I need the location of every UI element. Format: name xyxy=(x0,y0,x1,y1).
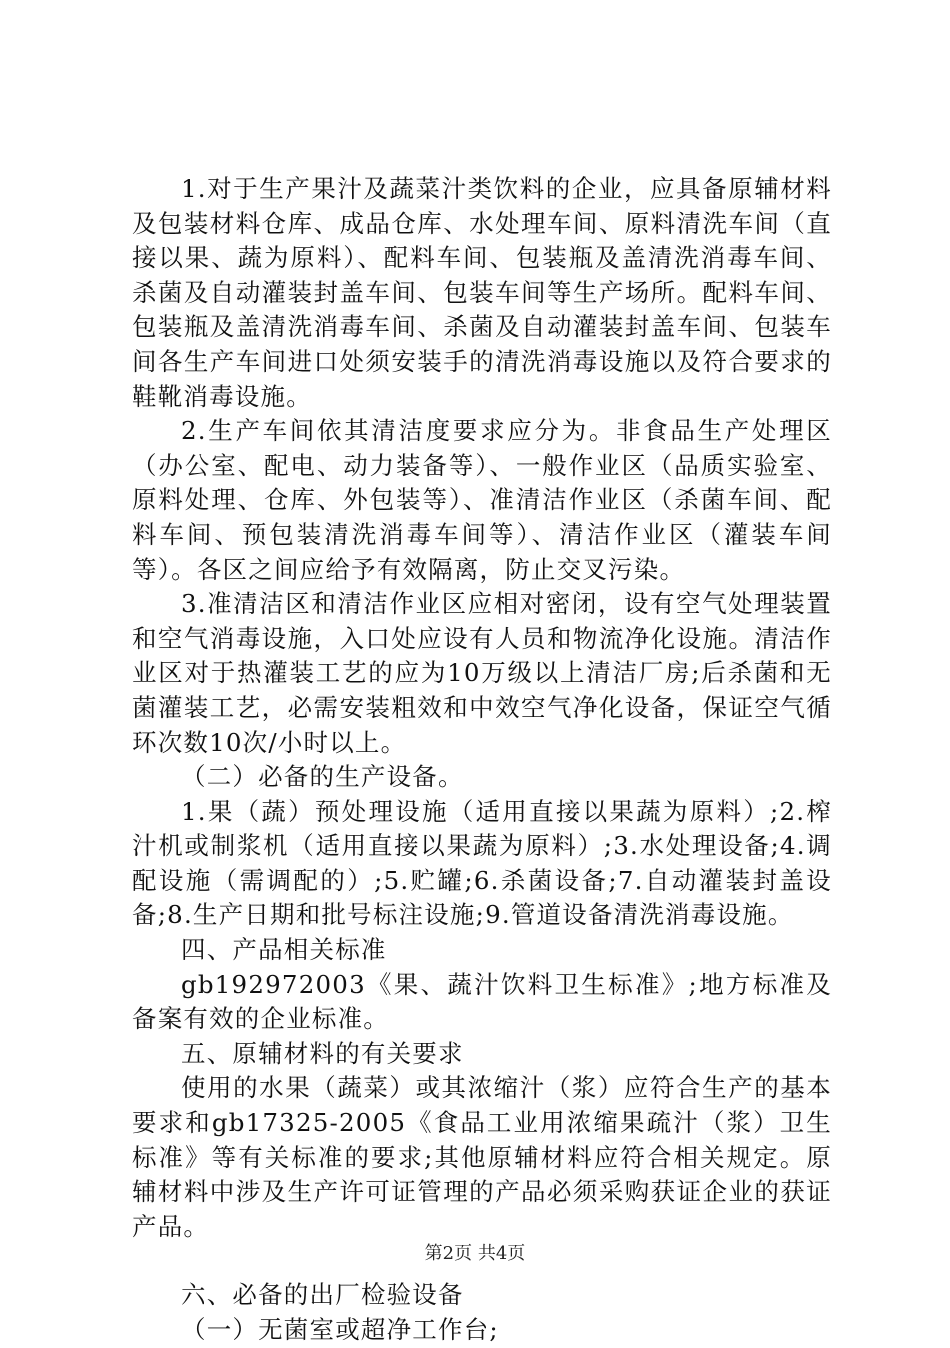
heading-raw-materials: 五、原辅材料的有关要求 xyxy=(181,1038,464,1068)
document-body xyxy=(132,172,832,1348)
paragraph-standards: gb192972003《果、蔬汁饮料卫生标准》;地方标准及备案有效的企业标准。 xyxy=(132,969,832,1034)
paragraph-sterile-room: （一）无菌室或超净工作台; xyxy=(181,1315,499,1344)
paragraph-air-purification: 3.准清洁区和清洁作业区应相对密闭，设有空气处理装置和空气消毒设施，入口处应设有人员和物流净化设施。清洁作业区对于热灌装工艺的应为10万级以上清洁厂房;后杀菌和无菌灌装工艺，必需安装粗效和中效空气净化设备，保证空气循环次数10次/小时以上。 xyxy=(132,589,832,757)
heading-product-standards: 四、产品相关标准 xyxy=(181,935,387,965)
paragraph-workshop-requirements: 1.对于生产果汁及蔬菜汁类饮料的企业，应具备原辅材料及包装材料仓库、成品仓库、水处理车间、原料清洗车间（直接以果、蔬为原料）、配料车间、包装瓶及盖清洗消毒车间、杀菌及自动灌装封盖车间、包装车间等生产场所。配料车间、包装瓶及盖清洗消毒车间、杀菌及自动灌装封盖车间、包装车间各生产车间进口处须安装手的清洗消毒设施以及符合要求的鞋靴消毒设施。 xyxy=(132,174,832,411)
paragraph-raw-materials: 使用的水果（蔬菜）或其浓缩汁（浆）应符合生产的基本要求和gb17325-2005《食品工业用浓缩果疏汁（浆）卫生标准》等有关标准的要求;其他原辅材料应符合相关规定。原辅材料中涉及生产许可证管理的产品必须采购获证企业的获证产品。 xyxy=(132,1073,832,1241)
paragraph-cleanliness-zones: 2.生产车间依其清洁度要求应分为。非食品生产处理区（办公室、配电、动力装备等）、一般作业区（品质实验室、原料处理、仓库、外包装等）、准清洁作业区（杀菌车间、配料车间、预包装清洗消毒车间等）、清洁作业区（灌装车间等）。各区之间应给予有效隔离，防止交叉污染。 xyxy=(132,416,832,584)
page-number-footer: 第2页 共4页 xyxy=(424,1243,526,1264)
paragraph-equipment-list: 1.果（蔬）预处理设施（适用直接以果蔬为原料）;2.榨汁机或制浆机（适用直接以果蔬为原料）;3.水处理设备;4.调配设施（需调配的）;5.贮罐;6.杀菌设备;7.自动灌装封盖设备;8.生产日期和批号标注设施;9.管道设备清洗消毒设施。 xyxy=(132,796,832,930)
heading-production-equipment: （二）必备的生产设备。 xyxy=(181,762,464,792)
heading-inspection-equipment: 六、必备的出厂检验设备 xyxy=(181,1280,464,1310)
